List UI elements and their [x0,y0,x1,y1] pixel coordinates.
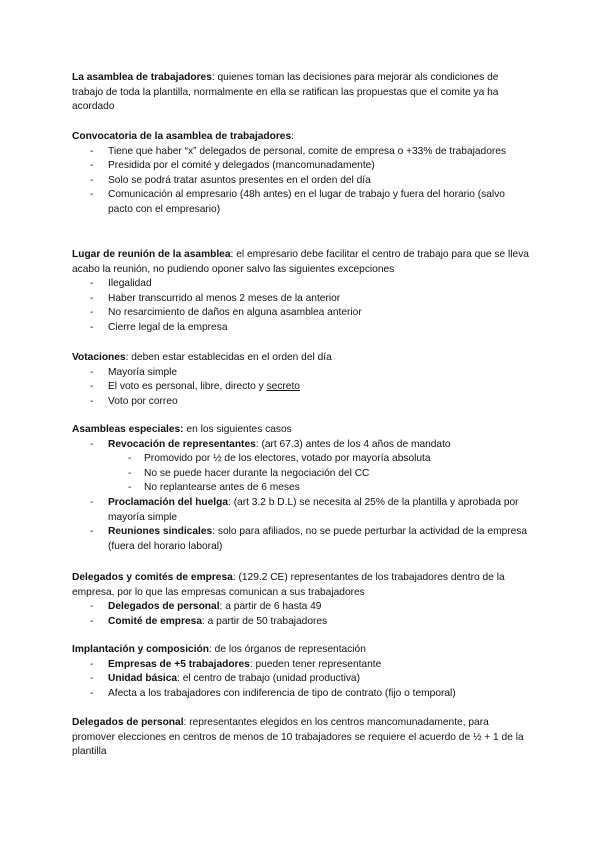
list-item [72,496,532,525]
paragraph-text: : el empresario debe facilitar el centro de trabajo para que se lleva acabo la reunión, no pudiendo oponer salvo las siguientes excepciones [72,249,529,275]
section-delegados-personal [72,716,532,760]
bullet-list [72,277,532,335]
list-item [72,600,532,615]
paragraph [72,351,532,366]
paragraph-text: : representantes elegidos en los centros mancomunadamente, para promover elecciones en centros de menos de 10 trabajadores se requiere el acuerdo de ½ + 1 de la plantilla [72,717,524,758]
list-item: - Presidida por el comité y delegados (mancomunadamente) [72,159,532,174]
heading: La asamblea de trabajadores [72,72,212,83]
paragraph-text: : (129.2 CE) representantes de los trabajadores dentro de la empresa, por lo que las empresas comunican a sus trabajadores [72,572,505,598]
item-bold: Empresas de +5 trabajadores [108,658,250,670]
paragraph-text: : de los órganos de representación [209,644,366,655]
list-item: - Voto por correo [72,395,532,410]
heading: Lugar de reunión de la asamblea [72,249,231,260]
paragraph [72,571,532,600]
item-text: : (art 3.2 b D.L) se necesita al 25% de la plantilla y aprobada por mayoría simple [108,496,519,523]
item-text: Afecta a los trabajadores con indiferencia de tipo de contrato (fijo o temporal) [108,687,456,699]
heading: Delegados y comités de empresa [72,572,233,583]
list-item [72,672,532,687]
heading: Convocatoria de la asamblea de trabajadores [72,131,292,142]
sub-list-item: - Promovido por ½ de los electores, votado por mayoría absoluta [72,452,532,467]
list-item: - Cierre legal de la empresa [72,321,532,336]
paragraph-text: en los siguientes casos [183,424,292,435]
item-bold: Unidad básica [108,673,178,685]
list-item: - Ilegalidad [72,277,532,292]
item-bold: Revocación de representantes [108,438,256,450]
heading: Implantación y composición [72,644,209,655]
underlined-text: secreto [266,381,300,393]
paragraph [72,130,532,145]
list-item: - Solo se podrá tratar asuntos presentes en el orden del día [72,174,532,189]
heading: Votaciones [72,352,126,363]
sub-list-item: - No replantearse antes de 6 meses [72,481,532,496]
item-bold: Comité de empresa [108,615,202,627]
heading: Asambleas especiales: [72,424,184,435]
list-item [72,658,532,673]
paragraph [72,643,532,658]
item-text: : a partir de 6 hasta 49 [219,601,322,613]
list-item: - Comunicación al empresario (48h antes) en el lugar de trabajo y fuera del horario (salvo pacto con el empresario) [72,188,532,217]
bullet-list [72,145,532,218]
bullet-list [72,438,532,555]
paragraph [72,248,532,277]
bullet-list [72,658,532,702]
section-delegados-comites [72,571,532,629]
section-asambleas-especiales [72,423,532,554]
heading: Delegados de personal [72,717,184,728]
section-lugar [72,248,532,336]
item-text: : a partir de 50 trabajadores [202,615,328,627]
section-implantacion [72,643,532,701]
list-item [72,380,532,395]
bullet-list [72,366,532,410]
list-item [72,438,532,453]
section-asamblea [72,71,532,115]
list-item [72,687,532,702]
item-text: : pueden tener representante [249,658,382,670]
paragraph-text: : quienes toman las decisiones para mejorar als condiciones de trabajo de toda la plantilla, normalmente en ella se ratifican las propuestas que el comite ya ha acordado [72,72,499,113]
paragraph [72,423,532,438]
item-bold: Proclamación del huelga [108,496,229,508]
paragraph [72,71,532,115]
list-item: - Mayoría simple [72,366,532,381]
item-bold: Delegados de personal [108,601,220,613]
section-votaciones [72,351,532,409]
paragraph-text: : [291,131,294,142]
sub-list-item: - No se puede hacer durante la negociación del CC [72,467,532,482]
paragraph-text: : deben estar establecidas en el orden del día [125,352,332,363]
bullet-list [72,600,532,629]
list-item [72,525,532,554]
list-item: - No resarcimiento de daños en alguna asamblea anterior [72,306,532,321]
item-text: El voto es personal, libre, directo y [108,381,267,393]
list-item: - Tiene que haber “x” delegados de personal, comite de empresa o +33% de trabajadores [72,145,532,160]
item-text: : (art 67.3) antes de los 4 años de mandato [255,438,451,450]
item-bold: Reuniones sindicales [108,526,213,538]
list-item [72,615,532,630]
paragraph [72,716,532,760]
list-item: - Haber transcurrido al menos 2 meses de la anterior [72,292,532,307]
section-convocatoria [72,130,532,218]
item-text: : solo para afiliados, no se puede perturbar la actividad de la empresa (fuera del horario laboral) [108,526,528,552]
item-text: : el centro de trabajo (unidad productiva) [177,673,360,685]
